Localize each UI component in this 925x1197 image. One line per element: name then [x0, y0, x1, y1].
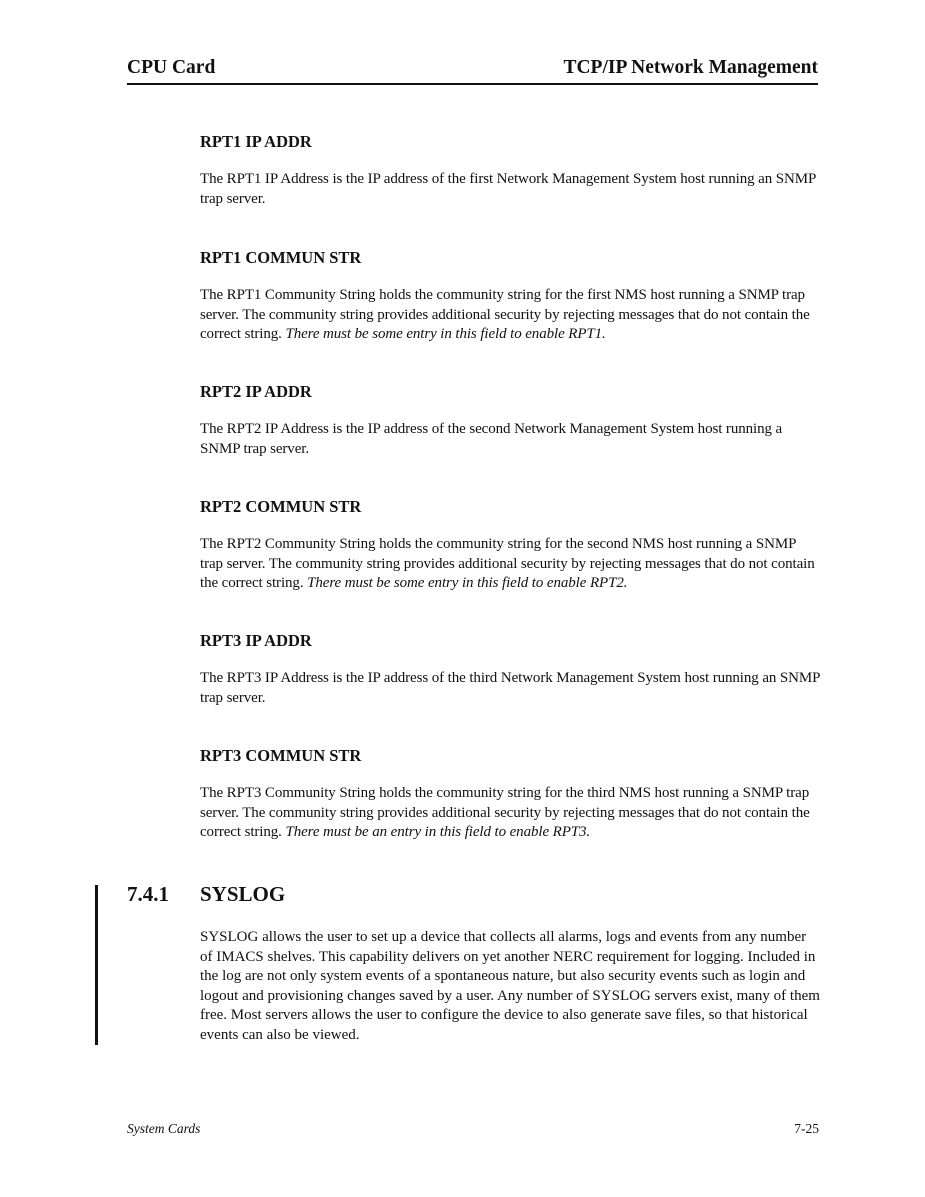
section-body: [200, 170, 820, 209]
body-text: The RPT1 Community String holds the community string for the first NMS host running a SNMP trap server. The community string provides additional security by rejecting messages that do not contain the correct string.: [200, 287, 810, 342]
section-heading: RPT3 COMMUN STR: [200, 746, 362, 765]
section-rpt3-ip-addr: [200, 631, 820, 708]
section-rpt1-ip-addr: [200, 132, 820, 209]
header-rule: [127, 83, 818, 85]
body-text: The RPT2 Community String holds the community string for the second NMS host running a SNMP trap server. The community string provides additional security by rejecting messages that do not contain the correct string.: [200, 536, 815, 591]
italic-note: There must be some entry in this field to enable RPT2.: [307, 575, 628, 591]
section-rpt2-commun-str: [200, 497, 820, 594]
section-rpt2-ip-addr: [200, 382, 820, 459]
section-body: [200, 669, 820, 708]
section-body: [200, 420, 820, 459]
section-body: [200, 286, 820, 345]
section-rpt3-commun-str: [200, 746, 820, 843]
subsection-body: SYSLOG allows the user to set up a device that collects all alarms, logs and events from any number of IMACS shelves. This capability delivers on yet another NERC requirement for logging. Included in the log are not only system events of a spontaneous nature, but also security events such as login and logout and provisioning changes saved by a user. Any number of SYSLOG servers exist, many of them free. Most servers allows the user to configure the device to also generate save files, so that historical events can also be viewed.: [200, 929, 820, 1043]
header-chapter-title: CPU Card: [127, 57, 216, 78]
body-text: The RPT3 Community String holds the community string for the third NMS host running a SNMP trap server. The community string provides additional security by rejecting messages that do not contain the correct string.: [200, 785, 810, 840]
header-section-title: TCP/IP Network Management: [563, 57, 818, 78]
footer-book-title: System Cards: [127, 1121, 201, 1136]
section-heading: RPT2 IP ADDR: [200, 382, 312, 401]
section-body: [200, 784, 820, 843]
body-text: The RPT2 IP Address is the IP address of the second Network Management System host running a SNMP trap server.: [200, 421, 783, 457]
section-body: [200, 535, 820, 594]
section-rpt1-commun-str: [200, 248, 820, 345]
section-heading: RPT3 IP ADDR: [200, 631, 312, 650]
section-heading: RPT2 COMMUN STR: [200, 497, 362, 516]
body-text: The RPT3 IP Address is the IP address of the third Network Management System host running an SNMP trap server.: [200, 670, 820, 706]
italic-note: There must be an entry in this field to enable RPT3.: [285, 824, 591, 840]
subsection-title: SYSLOG: [200, 882, 286, 906]
italic-note: There must be some entry in this field to enable RPT1.: [285, 326, 606, 342]
section-heading: RPT1 COMMUN STR: [200, 248, 362, 267]
change-bar: [95, 885, 98, 1045]
page-header: [127, 56, 818, 82]
footer-page-number: 7-25: [794, 1121, 819, 1136]
section-heading: RPT1 IP ADDR: [200, 132, 312, 151]
subsection-number: 7.4.1: [127, 882, 169, 906]
body-text: The RPT1 IP Address is the IP address of the first Network Management System host running an SNMP trap server.: [200, 171, 816, 207]
